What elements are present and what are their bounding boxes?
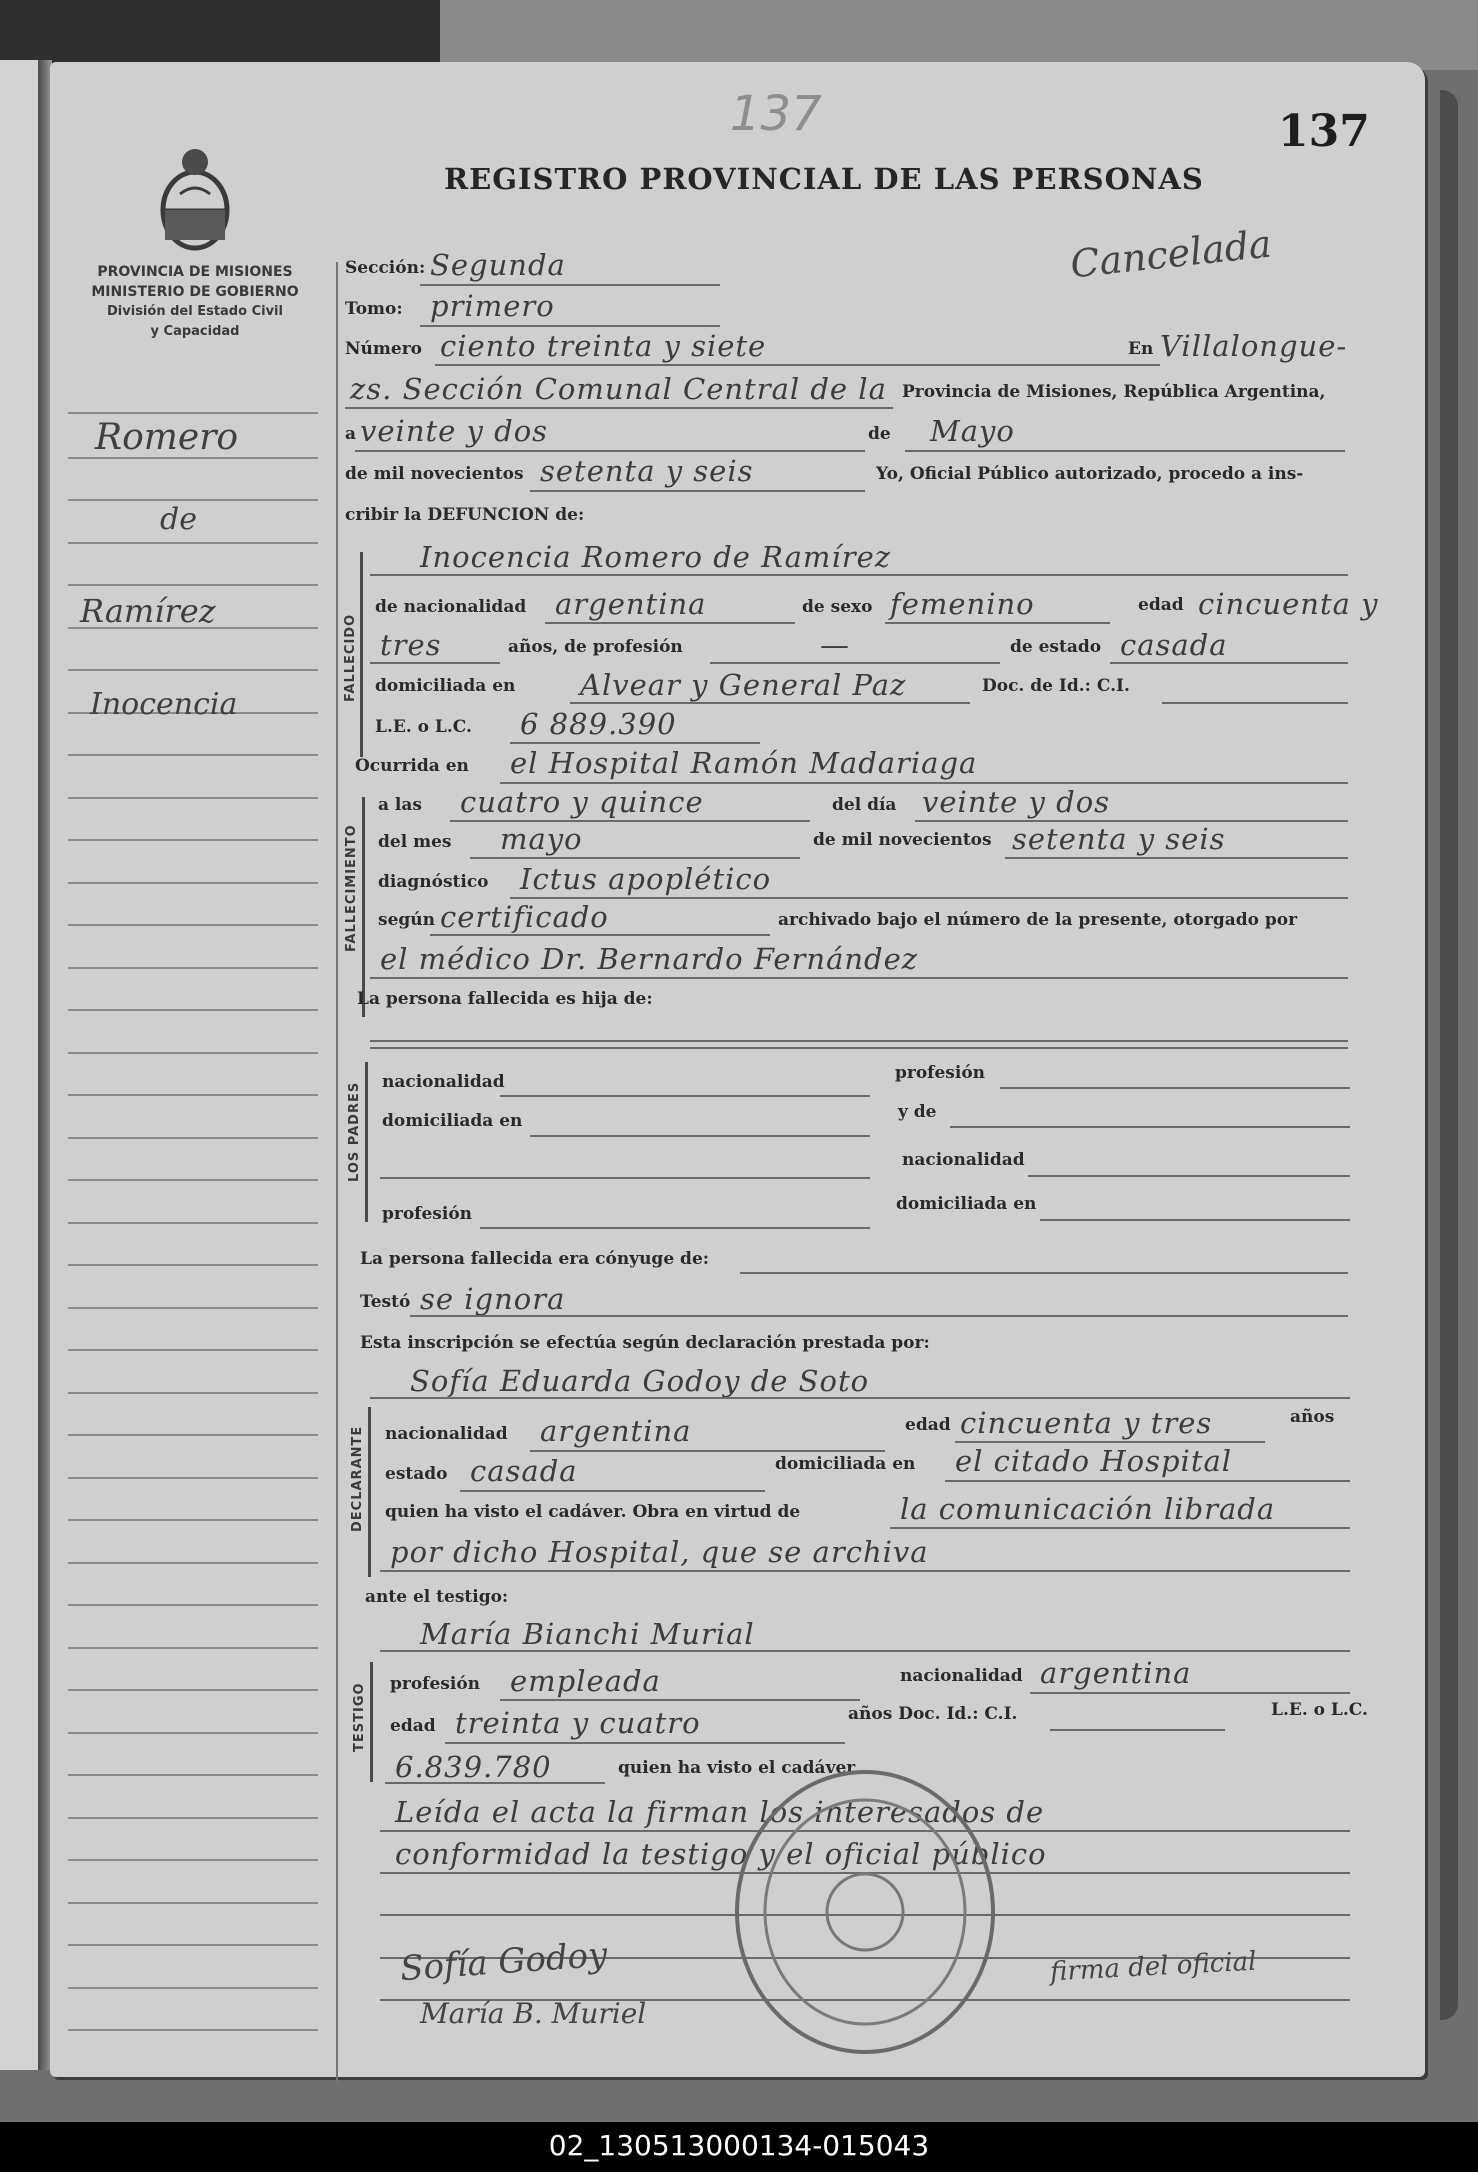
fallecido-edad-cont: tres xyxy=(380,628,442,662)
org-line-ministry: MINISTERIO DE GOBIERNO xyxy=(91,284,299,300)
medico-value: el médico Dr. Bernardo Fernández xyxy=(380,942,919,976)
declarante-nac-rule xyxy=(530,1450,885,1452)
segun-rule xyxy=(430,934,770,936)
testo-label: Testó xyxy=(360,1292,411,1312)
anio-value-2: setenta y seis xyxy=(1012,822,1226,856)
declarante-edad-rule xyxy=(955,1441,1265,1443)
tomo-label: Tomo: xyxy=(345,299,403,319)
coat-of-arms-icon xyxy=(150,144,240,258)
ocurrida-label: Ocurrida en xyxy=(355,756,469,776)
segun-label: según xyxy=(378,910,435,930)
conyuge-rule xyxy=(740,1272,1348,1274)
testigo-prof-rule xyxy=(500,1699,860,1701)
declarante-virtud-rule xyxy=(890,1527,1350,1529)
archivado-text: archivado bajo el número de la presente, otorgado por xyxy=(778,910,1298,930)
fallecido-nac-label: de nacionalidad xyxy=(375,597,527,617)
padre-prof2-rule xyxy=(480,1227,870,1229)
facing-page-edge xyxy=(0,60,40,2070)
fallecido-edad: cincuenta y xyxy=(1198,587,1379,621)
fallecido-doc-label: Doc. de Id.: C.I. xyxy=(982,676,1130,696)
testigo-bracket xyxy=(370,1662,373,1782)
official-seal-stamp xyxy=(730,1762,1000,2066)
testo-value: se ignora xyxy=(420,1282,566,1316)
declarante-virtud2-rule xyxy=(380,1570,1350,1572)
testigo-doc-rule xyxy=(1050,1729,1225,1731)
declarante-domicilio: el citado Hospital xyxy=(955,1444,1233,1478)
padre-nac-rule xyxy=(500,1095,870,1097)
ocurrida-rule xyxy=(500,782,1348,784)
inscribir-text: cribir la DEFUNCION de: xyxy=(345,505,585,525)
fallecido-dom-label: domiciliada en xyxy=(375,676,516,696)
fallecido-le: 6 889.390 xyxy=(520,707,677,741)
fallecido-edad-label: edad xyxy=(1138,595,1184,615)
fallecido-section-label: FALLECIDO xyxy=(343,613,358,702)
fallecido-estado-rule xyxy=(1110,662,1348,664)
testigo-le: 6.839.780 xyxy=(395,1750,552,1784)
declarante-nac-label: nacionalidad xyxy=(385,1424,508,1444)
hora-value: cuatro y quince xyxy=(460,785,704,819)
testo-rule xyxy=(410,1315,1348,1317)
testigo-profesion: empleada xyxy=(510,1664,661,1698)
padres-intro: La persona fallecida es hija de: xyxy=(357,989,653,1009)
mes-value-2: mayo xyxy=(500,822,583,856)
testigo-prof-label: profesión xyxy=(390,1674,481,1694)
hora-label: a las xyxy=(378,795,422,815)
document-title: REGISTRO PROVINCIAL DE LAS PERSONAS xyxy=(444,162,1204,196)
fallecido-nac-rule xyxy=(545,622,795,624)
anio-rule-2 xyxy=(1005,857,1348,859)
declarante-bracket xyxy=(368,1407,371,1577)
dia-value: veinte y dos xyxy=(360,414,549,448)
a-label: a xyxy=(345,424,357,444)
dia-value-2: veinte y dos xyxy=(922,785,1111,819)
page-number: 137 xyxy=(1278,106,1370,157)
leida-line-1: Leída el acta la firman los interesados de xyxy=(395,1795,1045,1829)
diagnostico-rule xyxy=(510,897,1348,899)
mes-rule-2 xyxy=(470,857,800,859)
padre-prof-label: profesión xyxy=(895,1063,986,1083)
fallecido-sexo-label: de sexo xyxy=(802,597,873,617)
tomo-rule xyxy=(420,325,720,327)
testigo-nac-label: nacionalidad xyxy=(900,1666,1023,1686)
padres-bracket xyxy=(365,1062,368,1222)
anio-rule xyxy=(530,490,865,492)
testigo-signature: María B. Muriel xyxy=(420,1997,647,2030)
declarante-visto-text: quien ha visto el cadáver. Obra en virtud de xyxy=(385,1502,801,1522)
column-divider xyxy=(336,262,338,2082)
register-page xyxy=(50,62,1425,2077)
en-value: Villalongue- xyxy=(1160,329,1348,363)
seccion-rule xyxy=(420,284,720,286)
numero-rule xyxy=(435,364,1160,366)
declarante-nacionalidad: argentina xyxy=(540,1414,692,1448)
fallecido-dom-rule xyxy=(570,702,970,704)
declaracion-text: Esta inscripción se efectúa según declaración prestada por: xyxy=(360,1333,930,1353)
fallecido-anios-label: años, de profesión xyxy=(508,637,683,657)
mes-label: del mes xyxy=(378,832,452,852)
declarante-dom-label: domiciliada en xyxy=(775,1454,916,1474)
declarante-edad-label: edad xyxy=(905,1415,951,1435)
padres-name-rule xyxy=(370,1040,1348,1042)
fallecido-le-rule xyxy=(510,742,760,744)
padre-dom-rule xyxy=(530,1135,870,1137)
padre-prof-rule xyxy=(1000,1087,1350,1089)
testigo-le-label: L.E. o L.C. xyxy=(1271,1700,1368,1720)
declarante-virtud: la comunicación librada xyxy=(900,1492,1276,1526)
margin-de: de xyxy=(160,502,197,537)
testigo-nombre-rule xyxy=(380,1650,1350,1652)
org-line-capacidad: y Capacidad xyxy=(150,324,240,339)
fallecido-sexo: femenino xyxy=(890,587,1035,621)
testigo-edad-rule xyxy=(445,1742,845,1744)
dia-rule xyxy=(355,450,865,452)
fallecimiento-bracket xyxy=(362,797,365,1017)
padre-dom-label: domiciliada en xyxy=(382,1111,523,1131)
fallecimiento-section-label: FALLECIMIENTO xyxy=(344,824,359,952)
fallecido-sexo-rule xyxy=(885,622,1110,624)
fallecido-domicilio: Alvear y General Paz xyxy=(580,668,907,702)
leida-line-2: conformidad la testigo y el oficial público xyxy=(395,1837,1047,1871)
fallecido-profesion: — xyxy=(820,628,850,662)
testigo-visto-text: quien ha visto el cadáver xyxy=(618,1758,856,1778)
declarante-section-label: DECLARANTE xyxy=(350,1425,365,1532)
dia-label: del día xyxy=(832,795,897,815)
seccion-label: Sección: xyxy=(345,258,426,278)
place-continuation: zs. Sección Comunal Central de la xyxy=(350,372,887,406)
declarante-estado: casada xyxy=(470,1454,578,1488)
org-line-division: División del Estado Civil xyxy=(107,304,283,319)
mil-label: de mil novecientos xyxy=(345,464,524,484)
declarante-signature: Sofía Godoy xyxy=(398,1934,609,1990)
fallecido-bracket xyxy=(360,552,363,757)
declarante-estado-rule xyxy=(460,1490,765,1492)
cancel-annotation: Cancelada xyxy=(1068,221,1274,287)
fallecido-le-label: L.E. o L.C. xyxy=(375,717,472,737)
madre-nac-label: nacionalidad xyxy=(902,1150,1025,1170)
medico-rule xyxy=(370,977,1348,979)
fallecido-nombre-rule xyxy=(370,574,1348,576)
madre-name-rule xyxy=(950,1126,1350,1128)
declarante-dom-rule xyxy=(945,1480,1350,1482)
padres-section-label: LOS PADRES xyxy=(347,1081,362,1182)
margin-surname-2: Ramírez xyxy=(80,592,216,630)
ante-testigo-label: ante el testigo: xyxy=(365,1587,509,1607)
book-edge xyxy=(1440,90,1458,2020)
testigo-doc-label: años Doc. Id.: C.I. xyxy=(848,1704,1018,1724)
testigo-edad-label: edad xyxy=(390,1716,436,1736)
fallecido-nacionalidad: argentina xyxy=(555,587,707,621)
seccion-value: Segunda xyxy=(430,248,566,282)
testigo-edad: treinta y cuatro xyxy=(455,1706,701,1740)
segun-value: certificado xyxy=(440,900,609,934)
diagnostico-label: diagnóstico xyxy=(378,872,489,892)
backdrop-dark xyxy=(0,0,440,68)
fallecido-prof-rule xyxy=(710,662,1000,664)
numero-label: Número xyxy=(345,339,422,359)
fallecido-nombre: Inocencia Romero de Ramírez xyxy=(420,540,892,574)
margin-surname: Romero xyxy=(95,417,239,458)
official-signature: firma del oficial xyxy=(1049,1946,1258,1988)
tomo-value: primero xyxy=(430,289,555,323)
de-label: de xyxy=(868,424,891,444)
padre-nac-label: nacionalidad xyxy=(382,1072,505,1092)
yde-label: y de xyxy=(898,1102,937,1122)
numero-value: ciento treinta y siete xyxy=(440,329,767,363)
padre-extra-rule xyxy=(380,1177,870,1179)
fallecido-estado: casada xyxy=(1120,628,1228,662)
mes-rule xyxy=(905,450,1345,452)
declarante-nombre: Sofía Eduarda Godoy de Soto xyxy=(410,1364,870,1398)
ocurrida-lugar: el Hospital Ramón Madariaga xyxy=(510,746,978,780)
mes-value: Mayo xyxy=(930,414,1015,448)
place-rule xyxy=(345,407,893,409)
anio-label-2: de mil novecientos xyxy=(813,830,992,850)
madre-dom-label: domiciliada en xyxy=(896,1194,1037,1214)
madre-nac-rule xyxy=(1028,1175,1350,1177)
declarante-anios-label: años xyxy=(1290,1407,1335,1427)
declarante-edad: cincuenta y tres xyxy=(960,1406,1213,1440)
testigo-le-rule xyxy=(385,1782,605,1784)
fallecido-estado-label: de estado xyxy=(1010,637,1102,657)
conyuge-label: La persona fallecida era cónyuge de: xyxy=(360,1249,710,1269)
diagnostico-value: Ictus apoplético xyxy=(520,862,772,896)
oficial-text: Yo, Oficial Público autorizado, procedo a ins- xyxy=(876,464,1304,484)
declarante-estado-label: estado xyxy=(385,1464,448,1484)
fallecido-edad2-rule xyxy=(370,662,500,664)
fallecido-doc-rule xyxy=(1162,702,1348,704)
en-label: En xyxy=(1128,339,1154,359)
image-id-caption: 02_130513000134-015043 xyxy=(548,2129,930,2162)
madre-dom-rule xyxy=(1040,1219,1350,1221)
anio-value: setenta y seis xyxy=(540,454,754,488)
testigo-nombre: María Bianchi Murial xyxy=(420,1617,755,1651)
testigo-nac-rule xyxy=(1030,1692,1350,1694)
org-line-province: PROVINCIA DE MISIONES xyxy=(97,264,293,280)
declarante-nombre-rule xyxy=(370,1397,1350,1399)
padres-name-rule-2 xyxy=(370,1047,1348,1049)
testigo-section-label: TESTIGO xyxy=(352,1682,367,1752)
provincia-text: Provincia de Misiones, República Argentina, xyxy=(902,382,1326,402)
issuing-office xyxy=(70,262,320,342)
padre-prof2-label: profesión xyxy=(382,1204,473,1224)
declarante-virtud-cont: por dicho Hospital, que se archiva xyxy=(390,1535,929,1569)
margin-given-name: Inocencia xyxy=(90,687,238,722)
pencil-page-number: 137 xyxy=(730,86,822,142)
testigo-nacionalidad: argentina xyxy=(1040,1656,1192,1690)
